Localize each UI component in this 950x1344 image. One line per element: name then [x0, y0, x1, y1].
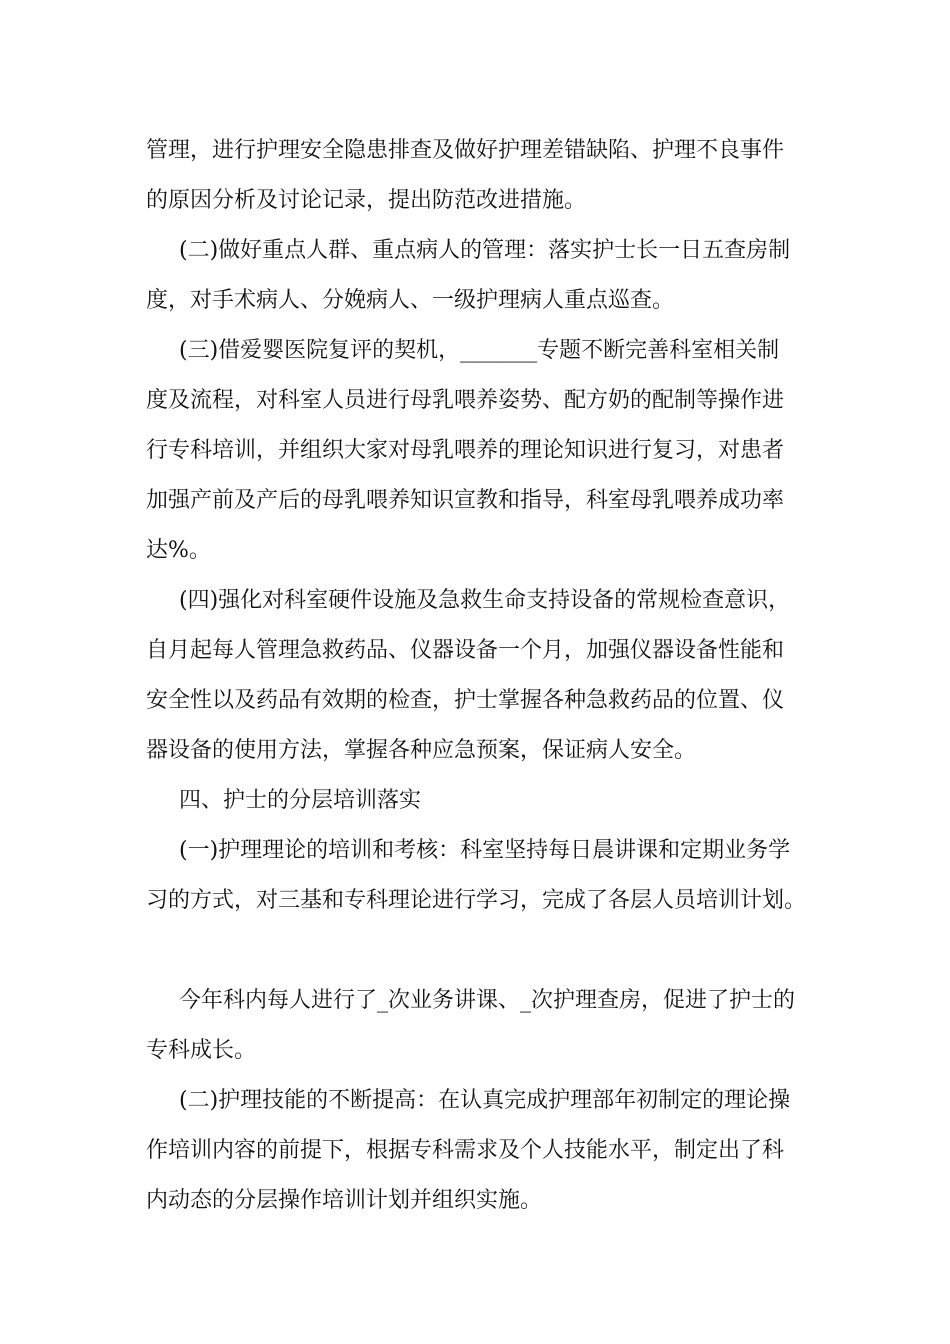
text-line: (四)强化对科室硬件设施及急救生命支持设备的常规检查意识，	[179, 588, 791, 613]
section-heading: 四、护士的分层培训落实	[179, 788, 422, 813]
text-line: (二)做好重点人群、重点病人的管理：落实护士长一日五查房制	[179, 238, 791, 263]
text-line: 加强产前及产后的母乳喂养知识宣教和指导，科室母乳喂养成功率	[146, 488, 785, 513]
text-line: 自月起每人管理急救药品、仪器设备一个月，加强仪器设备性能和	[146, 638, 785, 663]
text-line: 内动态的分层操作培训计划并组织实施。	[146, 1188, 543, 1213]
text-line: 管理，进行护理安全隐患排查及做好护理差错缺陷、护理不良事件	[146, 138, 785, 163]
text-line: (一)护理理论的培训和考核：科室坚持每日晨讲课和定期业务学	[179, 838, 791, 863]
text-line: 的原因分析及讨论记录，提出防范改进措施。	[146, 188, 587, 213]
text-line: 行专科培训，并组织大家对母乳喂养的理论知识进行复习，对患者	[146, 438, 785, 463]
text-line: 今年科内每人进行了_次业务讲课、_次护理查房，促进了护士的	[179, 988, 796, 1013]
text-line: 作培训内容的前提下，根据专科需求及个人技能水平，制定出了科	[146, 1138, 785, 1163]
text-line: 安全性以及药品有效期的检查，护士掌握各种急救药品的位置、仪	[146, 688, 785, 713]
text-line: 器设备的使用方法，掌握各种应急预案，保证病人安全。	[146, 738, 697, 763]
text-line: (三)借爱婴医院复评的契机，_______专题不断完善科室相关制	[179, 338, 780, 363]
text-line: 习的方式，对三基和专科理论进行学习，完成了各层人员培训计划。	[146, 888, 807, 913]
text-line: (二)护理技能的不断提高：在认真完成护理部年初制定的理论操	[179, 1088, 791, 1113]
text-line: 度及流程，对科室人员进行母乳喂养姿势、配方奶的配制等操作进	[146, 388, 785, 413]
text-line: 度，对手术病人、分娩病人、一级护理病人重点巡查。	[146, 288, 675, 313]
text-line: 达%。	[146, 538, 211, 563]
text-line: 专科成长。	[146, 1038, 257, 1063]
